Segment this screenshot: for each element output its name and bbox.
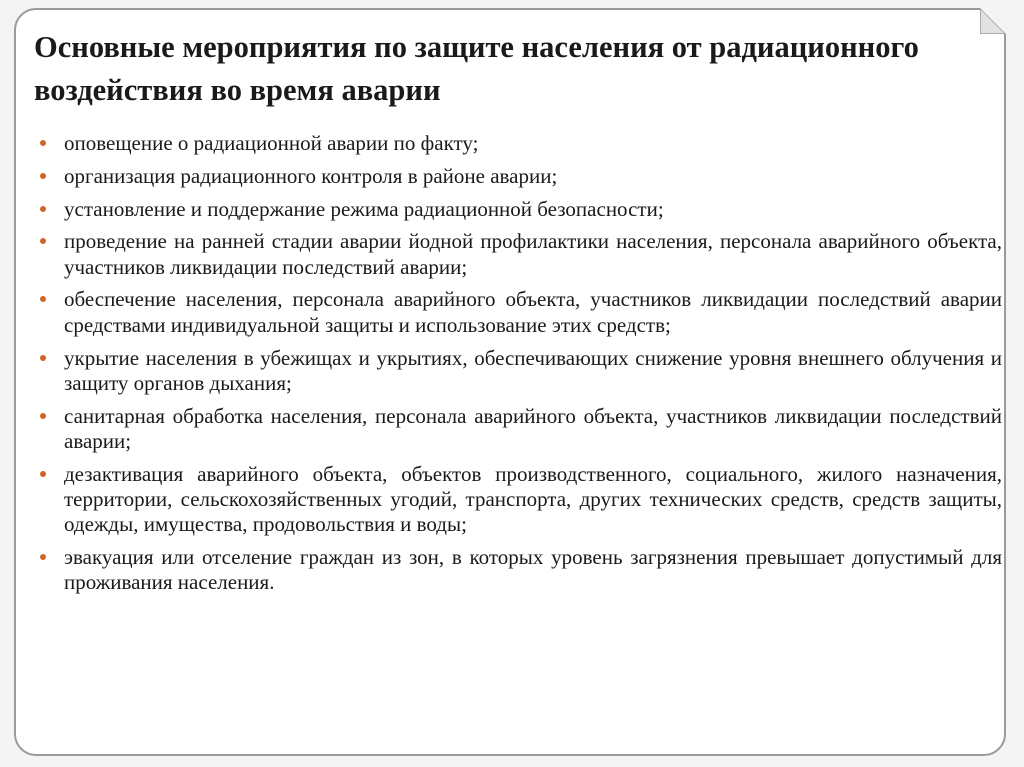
list-item <box>30 229 1002 280</box>
bullet-icon <box>40 471 46 477</box>
list-item <box>30 197 1002 222</box>
list-item <box>30 462 1002 538</box>
bullet-icon <box>40 296 46 302</box>
list-item <box>30 287 1002 338</box>
list-item-text: санитарная обработка населения, персонала аварийного объекта, участников ликвидации последствий аварии; <box>64 403 1002 453</box>
list-item <box>30 346 1002 397</box>
bullet-icon <box>40 554 46 560</box>
slide-title: Основные мероприятия по защите населения от радиационного воздействия во время аварии <box>34 30 919 107</box>
bullet-icon <box>40 206 46 212</box>
list-item <box>30 404 1002 455</box>
slide-frame <box>14 8 1006 756</box>
list-item-text: укрытие населения в убежищах и укрытиях, обеспечивающих снижение уровня внешнего облучения и защиту органов дыхания; <box>64 345 1002 395</box>
list-item-text: организация радиационного контроля в районе аварии; <box>64 163 558 188</box>
page-curl-corner <box>980 8 1006 34</box>
list-item-text: проведение на ранней стадии аварии йодной профилактики населения, персонала аварийного объекта, участников ликвидации последствий аварии; <box>64 229 1002 279</box>
list-item <box>30 545 1002 596</box>
bullet-icon <box>40 355 46 361</box>
bullet-icon <box>40 413 46 419</box>
list-item <box>30 131 1002 156</box>
bullet-icon <box>40 140 46 146</box>
list-item-text: дезактивация аварийного объекта, объектов производственного, социального, жилого назначения, территории, сельскохозяйственных угодий, транспорта, других технических средств, средств защиты, одежды, имущества, продовольствия и воды; <box>64 461 1002 537</box>
list-item-text: оповещение о радиационной аварии по факту; <box>64 131 479 155</box>
list-item-text: установление и поддержание режима радиационной безопасности; <box>64 196 664 221</box>
measures-list <box>30 131 1002 603</box>
bullet-icon <box>40 173 46 179</box>
list-item-text: обеспечение населения, персонала аварийного объекта, участников ликвидации последствий аварии средствами индивидуальной защиты и использование этих средств; <box>64 287 1002 337</box>
list-item <box>30 164 1002 189</box>
list-item-text: эвакуация или отселение граждан из зон, в которых уровень загрязнения превышает допустимый для проживания населения. <box>64 545 1002 595</box>
bullet-icon <box>40 238 46 244</box>
